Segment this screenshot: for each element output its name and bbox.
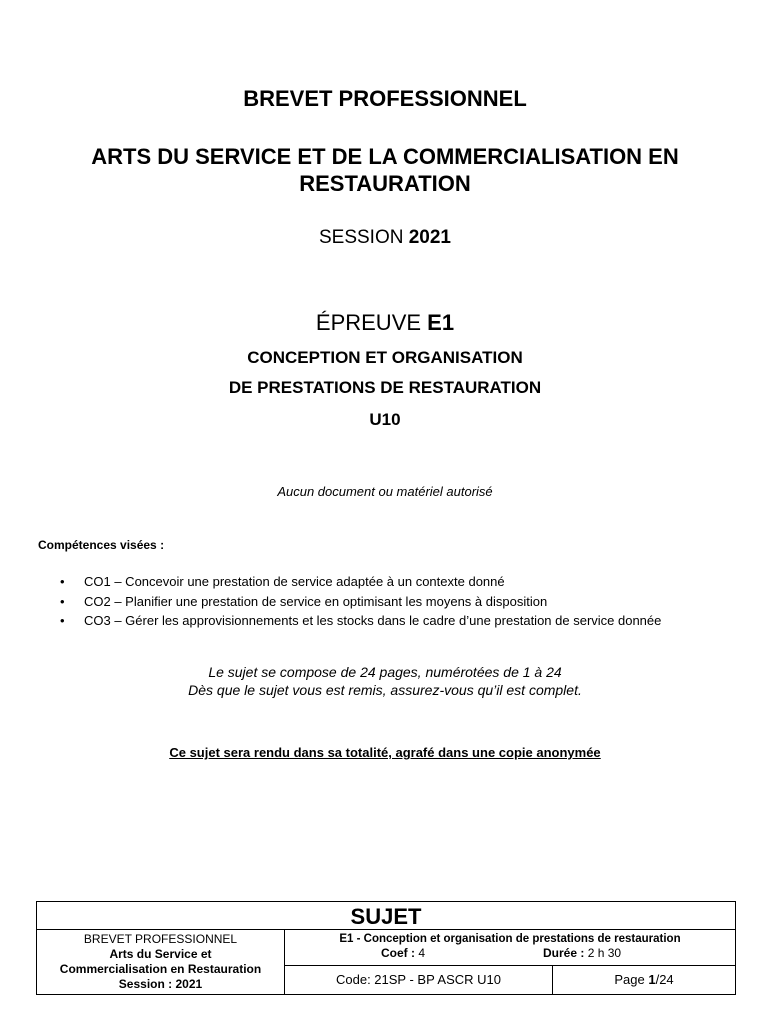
footer-specialty-line1: Arts du Service et: [109, 947, 212, 961]
list-item: [60, 611, 661, 631]
competences-label: Compétences visées :: [38, 538, 165, 552]
duree-label: Durée :: [543, 946, 585, 960]
competence-text: CO2 – Planifier une prestation de service en optimisant les moyens à disposition: [84, 593, 548, 609]
page-total: /24: [655, 972, 674, 987]
duree-value: 2 h 30: [587, 946, 622, 960]
footer-table: [36, 901, 736, 995]
exam-title-line2: DE PRESTATIONS DE RESTAURATION: [228, 378, 542, 397]
exam-title-line1: CONCEPTION ET ORGANISATION: [247, 348, 523, 367]
competence-text: CO1 – Concevoir une prestation de service adaptée à un contexte donné: [84, 574, 505, 589]
coef-value: 4: [418, 946, 426, 960]
specialty-title-text: ARTS DU SERVICE ET DE LA COMMERCIALISATION EN RESTAURATION: [91, 144, 679, 196]
list-item: [60, 592, 661, 612]
rendu-note: [0, 745, 770, 760]
footer-duree: [543, 946, 621, 960]
no-document-notice: Aucun document ou matériel autorisé: [277, 484, 493, 499]
footer-session-label: Session: [118, 977, 165, 991]
bullet-icon: •: [60, 593, 65, 609]
exam-code: E1: [427, 310, 455, 335]
session-line: [0, 227, 770, 249]
session-year: 2021: [408, 227, 452, 248]
footer-session: [37, 977, 284, 992]
footer-code: Code: 21SP - BP ASCR U10: [285, 966, 553, 994]
footer-exam-cell: [285, 930, 735, 966]
footer-sujet: SUJET: [37, 902, 735, 930]
exam-label: ÉPREUVE: [315, 310, 422, 335]
competences-list: [60, 572, 661, 631]
rendu-text: Ce sujet sera rendu dans sa totalité, agrafé dans une copie anonymée: [169, 745, 601, 760]
competence-text: CO3 – Gérer les approvisionnements et les stocks dans le cadre d’une prestation de service donnée: [84, 613, 662, 628]
list-item: [60, 572, 661, 592]
check-note: Dès que le sujet vous est remis, assurez-vous qu’il est complet.: [188, 682, 582, 698]
footer-page: [553, 966, 735, 994]
specialty-title: [0, 143, 770, 197]
footer-coef: [381, 946, 425, 960]
page-current: 1: [648, 972, 656, 987]
footer-session-value: : 2021: [168, 977, 203, 991]
exam-heading: [0, 310, 770, 336]
exam-unit: U10: [369, 410, 401, 429]
bullet-icon: •: [60, 574, 65, 589]
footer-specialty-line2: Commercialisation en Restauration: [59, 962, 262, 976]
footer-exam-title: E1 - Conception et organisation de prestations de restauration: [339, 933, 681, 945]
diploma-title: BREVET PROFESSIONNEL: [243, 86, 527, 111]
page-label: Page: [614, 972, 645, 987]
session-label: SESSION: [318, 227, 404, 248]
bullet-icon: •: [60, 613, 65, 628]
coef-label: Coef :: [381, 946, 415, 960]
footer-diploma: BREVET PROFESSIONNEL: [83, 932, 238, 946]
footer-left-cell: [37, 930, 285, 994]
pages-note: Le sujet se compose de 24 pages, numérotées de 1 à 24: [208, 664, 562, 680]
